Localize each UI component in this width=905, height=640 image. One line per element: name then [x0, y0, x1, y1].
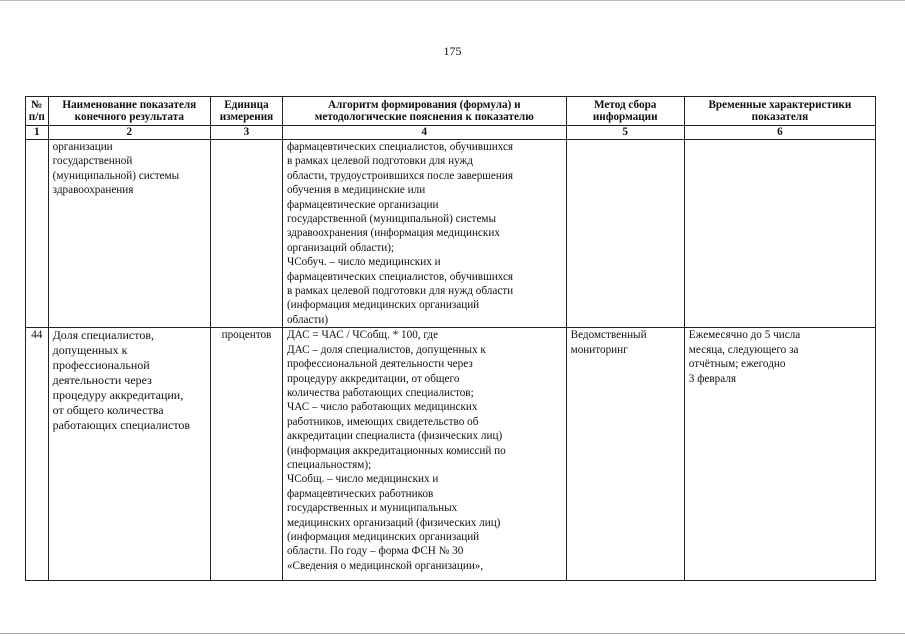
header-algorithm: Алгоритм формирования (формула) и методологические пояснения к показателю — [282, 97, 566, 126]
table-row — [26, 328, 876, 581]
header-number: № п/п — [26, 97, 49, 126]
unit — [211, 140, 283, 328]
timing: Ежемесячно до 5 числа месяца, следующего за отчётным; ежегодно 3 февраля — [684, 328, 875, 581]
scan-edge-top — [0, 0, 905, 1]
column-number: 1 — [26, 126, 49, 140]
column-number-row — [26, 126, 876, 140]
header-unit: Единица измерения — [211, 97, 283, 126]
algorithm: ДАС = ЧАС / ЧСобщ. * 100, где ДАС – доля специалистов, допущенных к профессиональной деятельности через процедуру аккредитации, от общего количества работающих специалистов; ЧАС – число работающих медицинских работников, имеющих свидетельство об аккредитации специалиста (физических лиц) (информация аккредитационных комиссий по специальностям); ЧСобщ. – число медицинских и фармацевтических работников государственных и муниципальных медицинских организаций (физических лиц) (информация медицинских организаций области. По году – форма ФСН № 30 «Сведения о медицинской организации», — [282, 328, 566, 581]
column-number: 5 — [566, 126, 684, 140]
table-row — [26, 140, 876, 328]
row-number — [26, 140, 49, 328]
indicator-name: организации государственной (муниципальной) системы здравоохранения — [48, 140, 210, 328]
column-number: 2 — [48, 126, 210, 140]
page-number: 175 — [443, 44, 462, 58]
unit: процентов — [211, 328, 283, 581]
row-number: 44 — [26, 328, 49, 581]
method: Ведомственный мониторинг — [566, 328, 684, 581]
column-number: 4 — [282, 126, 566, 140]
timing — [684, 140, 875, 328]
scan-edge-bottom — [0, 633, 905, 634]
algorithm: фармацевтических специалистов, обучившихся в рамках целевой подготовки для нужд области, трудоустроившихся после завершения обучения в медицинские или фармацевтические организации государственной (муниципальной) системы здравоохранения (информация медицинских организаций области); ЧСобуч. – число медицинских и фармацевтических специалистов, обучившихся в рамках целевой подготовки для нужд области (информация медицинских организаций области) — [282, 140, 566, 328]
indicator-table — [25, 96, 876, 581]
column-number: 3 — [211, 126, 283, 140]
header-indicator-name: Наименование показателя конечного результата — [48, 97, 210, 126]
method — [566, 140, 684, 328]
header-timing: Временные характеристики показателя — [684, 97, 875, 126]
header-method: Метод сбора информации — [566, 97, 684, 126]
indicator-name: Доля специалистов, допущенных к профессиональной деятельности через процедуру аккредитации, от общего количества работающих специалистов — [48, 328, 210, 581]
column-number: 6 — [684, 126, 875, 140]
table-header-row — [26, 97, 876, 126]
